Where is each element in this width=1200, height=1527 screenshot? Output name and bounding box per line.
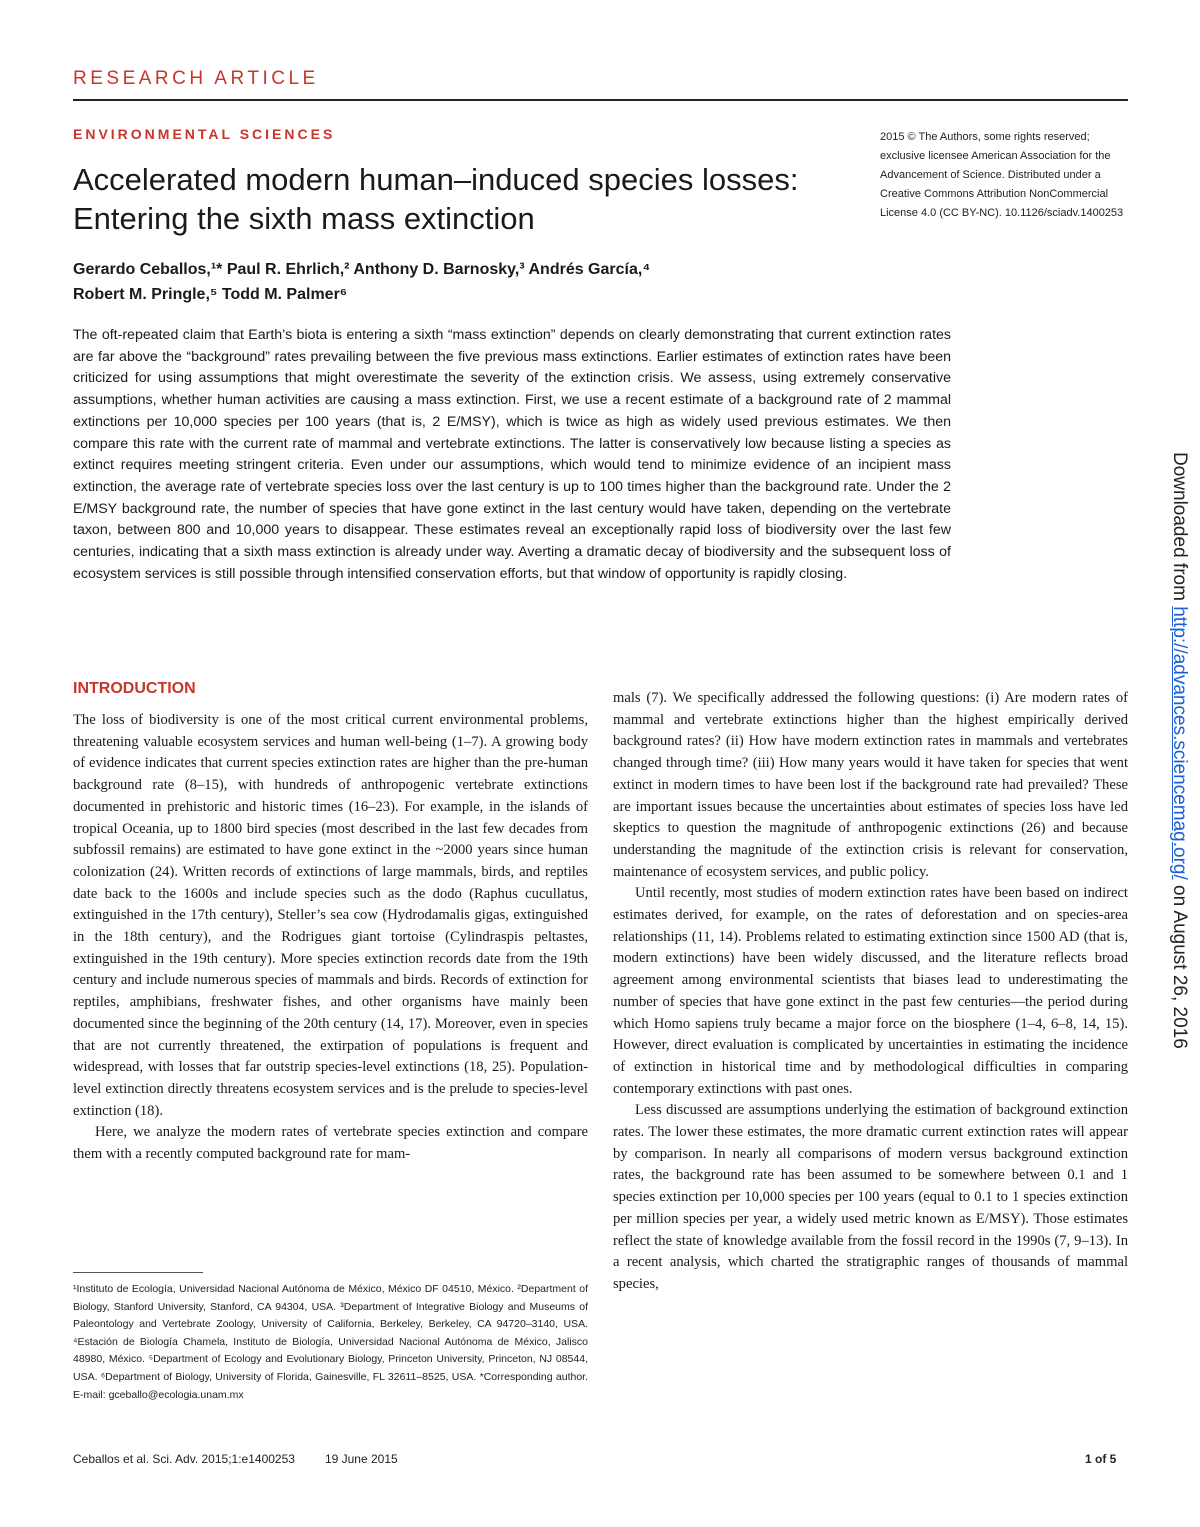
publication-date: 19 June 2015 [324,1452,398,1466]
download-prefix: Downloaded from [1169,452,1190,607]
page-number: 1 of 5 [1085,1452,1117,1466]
intro-paragraph-3: mals (7). We specifically addressed the following questions: (i) Are modern rates of mammal and vertebrate extinctions higher than the highest empirically derived background rates? (ii) How have modern extinction rates in mammals and vertebrates changed through time? (iii) How many years would it have taken for species that went extinct in modern times to have been lost if the background rate had prevailed? These are important issues because the uncertainties about estimates of species loss have led skeptics to question the magnitude of anthropogenic extinctions (26) and because understanding the magnitude of the extinction crisis is relevant for conservation, maintenance of ecosystem services, and public policy. [613,690,1128,880]
download-notice [1168,452,1190,1049]
abstract: The oft-repeated claim that Earth’s biota is entering a sixth “mass extinction” depends on clearly demonstrating that current extinction rates are far above the “background” rates prevailing between the five previous mass extinctions. Earlier estimates of extinction rates have been criticized for using assumptions that might overestimate the severity of the extinction crisis. We assess, using extremely conservative assumptions, whether human activities are causing a mass extinction. First, we use a recent estimate of a background rate of 2 mammal extinctions per 10,000 species per 100 years (that is, 2 E/MSY), which is twice as high as widely used previous estimates. We then compare this rate with the current rate of mammal and vertebrate extinctions. The latter is conservatively low because listing a species as extinct requires meeting stringent criteria. Even under our assumptions, which would tend to minimize evidence of an incipient mass extinction, the average rate of vertebrate species loss over the last century is up to 100 times higher than the background rate. Under the 2 E/MSY background rate, the number of species that have gone extinct in the last century would have taken, depending on the vertebrate taxon, between 800 and 10,000 years to disappear. These estimates reveal an exceptionally rapid loss of biodiversity over the last few centuries, indicating that a sixth mass extinction is already under way. Averting a dramatic decay of biodiversity and the subsequent loss of ecosystem services is still possible through intensified conservation efforts, but that window of opportunity is rapidly closing. [73,327,951,582]
section-label: RESEARCH ARTICLE [73,68,319,89]
download-suffix: on August 26, 2016 [1169,879,1190,1049]
intro-paragraph-2: Here, we analyze the modern rates of vertebrate species extinction and compare them with a recently computed background rate for mam- [73,1124,588,1163]
license-note: 2015 © The Authors, some rights reserved; exclusive licensee American Association for the Advancement of Science. Distributed under a Creative Commons Attribution NonCommercial License 4.0 (CC BY-NC). 10.1126/sciadv.1400253 [880,131,1124,219]
article-title: Accelerated modern human–induced species losses: Entering the sixth mass extinction [73,162,799,236]
author-list [73,257,833,307]
right-column [613,688,1128,1296]
header-rule [73,99,1128,101]
introduction-heading: INTRODUCTION [73,680,196,697]
authors-line-1: Gerardo Ceballos,¹* Paul R. Ehrlich,² Anthony D. Barnosky,³ Andrés García,⁴ [73,261,651,278]
subject-label: ENVIRONMENTAL SCIENCES [73,126,336,142]
journal-link[interactable]: http://advances.sciencemag.org/ [1169,606,1190,880]
intro-paragraph-4: Until recently, most studies of modern extinction rates have been based on indirect estimates derived, for example, on the rates of deforestation and on species-area relationships (11, 14). Problems related to estimating extinction since 1500 AD (that is, modern extinctions) have been widely discussed, and the literature reflects broad agreement among environmental scientists that biases lead to underestimating the number of species that have gone extinct in the past few centuries—the period during which Homo sapiens truly became a major force on the biosphere (1–4, 6–8, 14, 15). However, direct evaluation is complicated by uncertainties in estimating the incidence of extinction in historical time and by methodological difficulties in comparing contemporary extinctions with past ones. [613,885,1128,1097]
footer-citation [73,1452,398,1466]
footnote-rule [73,1272,203,1273]
affiliations-footnote: ¹Instituto de Ecología, Universidad Nacional Autónoma de México, México DF 04510, México. ²Department of Biology, Stanford University, Stanford, CA 94304, USA. ³Department of Integrative Biology and Museums of Paleontology and Vertebrate Zoology, University of California, Berkeley, Berkeley, CA 94720–3140, USA. ⁴Estación de Biología Chamela, Instituto de Biología, Universidad Nacional Autónoma de México, Jalisco 48980, México. ⁵Department of Ecology and Evolutionary Biology, Princeton University, Princeton, NJ 08544, USA. ⁶Department of Biology, University of Florida, Gainesville, FL 32611–8525, USA. *Corresponding author. E-mail: gceballo@ecologia.unam.mx [73,1283,588,1401]
authors-line-2: Robert M. Pringle,⁵ Todd M. Palmer⁶ [73,286,348,303]
left-column [73,710,588,1166]
citation-text: Ceballos et al. Sci. Adv. 2015;1:e1400253 [73,1452,295,1466]
intro-paragraph-1: The loss of biodiversity is one of the most critical current environmental problems, threatening valuable ecosystem services and human well-being (1–7). A growing body of evidence indicates that current species extinction rates are higher than the pre-human background rate (8–15), with hundreds of anthropogenic vertebrate extinctions documented in prehistoric and historic times (16–23). For example, in the islands of tropical Oceania, up to 1800 bird species (most described in the last few decades from subfossil remains) are estimated to have gone extinct in the ~2000 years since human colonization (24). Written records of extinctions of large mammals, birds, and reptiles date back to the 1600s and include species such as the dodo (Raphus cucullatus, extinguished in the 17th century), Steller’s sea cow (Hydrodamalis gigas, extinguished in the 18th century), and the Rodrigues giant tortoise (Cylindraspis peltastes, extinguished in the 19th century). More species extinction records date from the 19th century and include numerous species of mammals and birds. Records of extinction for reptiles, amphibians, freshwater fishes, and other organisms have mainly been documented since the beginning of the 20th century (14, 17). Moreover, even in species that are not currently threatened, the extirpation of populations is frequent and widespread, with losses that far outstrip species-level extinctions (18, 25). Population-level extinction directly threatens ecosystem services and is the prelude to species-level extinction (18). [73,712,588,1119]
intro-paragraph-5: Less discussed are assumptions underlying the estimation of background extinction rates. The lower these estimates, the more dramatic current extinction rates will appear by comparison. In nearly all comparisons of modern versus background extinction rates, the background rate has been assumed to be somewhere between 0.1 and 1 species extinction per 10,000 species per 100 years (equal to 0.1 to 1 species extinction per million species per year, a widely used metric known as E/MSY). Those estimates reflect the state of knowledge available from the fossil record in the 1990s (7, 9–13). In a recent analysis, which charted the stratigraphic ranges of thousands of mammal species, [613,1102,1128,1292]
